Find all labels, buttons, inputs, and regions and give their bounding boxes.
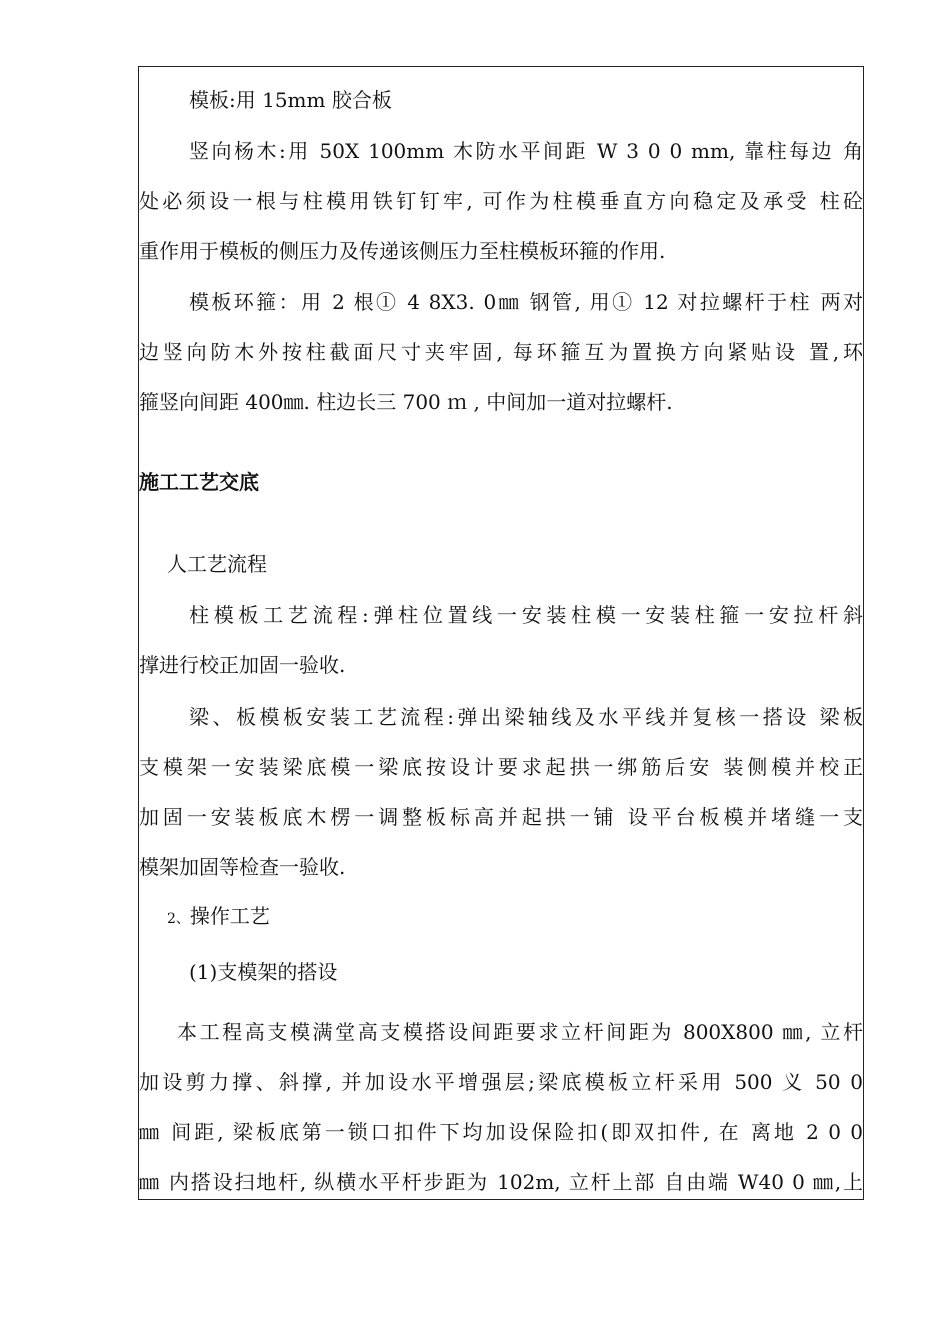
text-line: 箍竖向间距 400㎜. 柱边长三 700 ｍ , 中间加一道对拉螺杆. (139, 390, 673, 414)
text-line: 模架加固等检查一验收. (139, 855, 346, 879)
text-line: 本工程高支模满堂高支模搭设间距要求立杆间距为 800X800 ㎜, 立杆 (177, 1020, 863, 1044)
text-line: 撑进行校正加固一验收. (139, 653, 346, 677)
text-line: 支模架一安装梁底模一梁底按设计要求起拱一绑筋后安 装侧模并校正 (139, 755, 863, 779)
text-line: 处必须设一根与柱模用铁钉钉牢, 可作为柱模垂直方向稳定及承受 柱砼 (139, 189, 863, 213)
text-line: 竖向杨木:用 50X 100mm 木防水平间距 W 3 0 0 mm, 靠柱每边 角 (189, 139, 863, 163)
text-line: 模板:用 15mm 胶合板 (189, 88, 392, 112)
text-line: 梁、板模板安装工艺流程:弹出梁轴线及水平线并复核一搭设 梁板 (189, 705, 863, 729)
list-number: 2、 (167, 911, 190, 927)
subheading-label: 操作工艺 (189, 904, 270, 928)
text-line: 重作用于模板的侧压力及传递该侧压力至柱模板环箍的作用. (139, 239, 666, 263)
text-line: ㎜ 内搭设扫地杆, 纵横水平杆步距为 102m, 立杆上部 自由端 W40 0 ㎜,上 (139, 1170, 863, 1194)
text-line: 模板环箍：用 2 根① 4 8X3. 0㎜ 钢管, 用① 12 对拉螺杆于柱 两对 (189, 290, 863, 314)
text-line: 加设剪力撑、斜撑, 并加设水平增强层;梁底模板立杆采用 500 义 50 0 (139, 1070, 863, 1094)
subheading (139, 903, 863, 932)
subheading: (1)支模架的搭设 (189, 960, 338, 984)
text-line: 加固一安装板底木楞一调整板标高并起拱一铺 设平台板模并堵缝一支 (139, 805, 863, 829)
text-line: 柱模板工艺流程:弹柱位置线一安装柱模一安装柱箍一安拉杆斜 (189, 603, 863, 627)
text-line: ㎜ 间距, 梁板底第一锁口扣件下均加设保险扣(即双扣件, 在 离地 2 0 0 (139, 1120, 863, 1144)
text-line: 边竖向防木外按柱截面尺寸夹牢固, 每环箍互为置换方向紧贴设 置,环 (139, 340, 863, 364)
section-heading: 施工工艺交底 (139, 470, 259, 494)
document-frame (138, 66, 864, 1200)
subheading: 人工艺流程 (167, 552, 267, 576)
